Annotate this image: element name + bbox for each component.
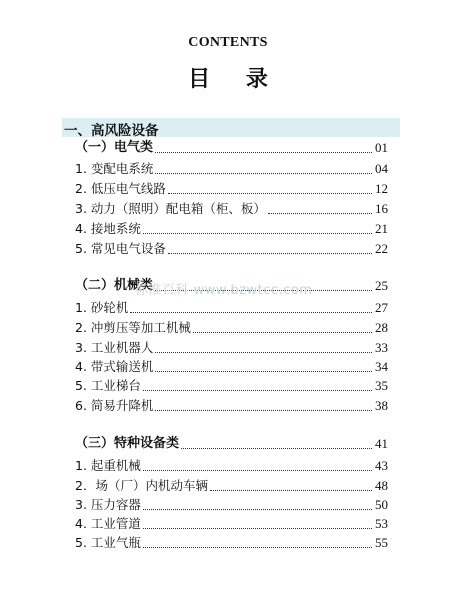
toc-page-number: 01: [375, 140, 388, 155]
dot-leader: [130, 311, 372, 313]
toc-entry-label: 3. 工业机器人: [75, 340, 154, 355]
toc-page-number: 35: [375, 378, 388, 393]
dot-leader: [143, 232, 372, 234]
dot-leader: [210, 489, 372, 491]
toc-page-number: 41: [375, 436, 388, 451]
dot-leader: [143, 508, 372, 510]
toc-entry-label: 3. 动力（照明）配电箱（柜、板）: [75, 201, 266, 216]
toc-entry-label: 1. 砂轮机: [75, 300, 129, 315]
toc-entry-label: 2．场（厂）内机动车辆: [75, 478, 208, 493]
toc-entry-label: 1. 变配电系统: [75, 161, 154, 176]
toc-entry[interactable]: [75, 376, 388, 394]
toc-entry-label: 5. 工业梯台: [75, 378, 141, 393]
toc-entry[interactable]: [75, 514, 388, 532]
toc-entry[interactable]: [75, 476, 388, 494]
toc-page-number: 33: [375, 340, 388, 355]
toc-page-number: 21: [375, 221, 388, 236]
toc-page-number: 22: [375, 241, 388, 256]
toc-entry-label: 4. 带式输送机: [75, 359, 154, 374]
toc-entry[interactable]: [75, 396, 388, 414]
toc-entry-label: 5. 常见电气设备: [75, 241, 166, 256]
dot-leader: [193, 331, 372, 333]
dot-leader: [168, 252, 372, 254]
dot-leader: [268, 212, 372, 214]
dot-leader: [143, 389, 372, 391]
toc-section-label: （二）机械类: [75, 278, 154, 293]
part-title: 一、高风险设备: [64, 123, 159, 139]
part-header: [62, 118, 400, 137]
toc-page-number: 38: [375, 398, 388, 413]
watermark: 标准百科 www.bzwtcc.com: [135, 283, 313, 298]
dot-leader: [155, 370, 372, 372]
toc-page-number: 48: [375, 478, 388, 493]
toc-section-label: （一）电气类: [75, 140, 154, 155]
toc-entry[interactable]: [75, 239, 388, 257]
dot-leader: [155, 151, 372, 153]
toc-entry[interactable]: [75, 179, 388, 197]
dot-leader: [155, 172, 372, 174]
toc-entry[interactable]: [75, 495, 388, 513]
toc-entry-label: 5. 工业气瓶: [75, 535, 141, 550]
toc-entry[interactable]: [75, 456, 388, 474]
toc-entry-label: 6. 简易升降机: [75, 398, 154, 413]
dot-leader: [181, 447, 372, 449]
toc-entry[interactable]: [75, 318, 388, 336]
toc-entry-label: 4. 工业管道: [75, 516, 141, 531]
contents-title-cn: 目 录: [188, 66, 282, 92]
toc-entry-label: 2. 冲剪压等加工机械: [75, 320, 191, 335]
toc-page-number: 53: [375, 516, 388, 531]
toc-page-number: 25: [375, 278, 388, 293]
toc-page-number: 34: [375, 359, 388, 374]
toc-page-number: 12: [375, 181, 388, 196]
toc-entry[interactable]: [75, 338, 388, 356]
toc-section-special-equipment[interactable]: [75, 434, 388, 452]
toc-page-number: 43: [375, 458, 388, 473]
toc-section-electrical[interactable]: [75, 138, 388, 156]
dot-leader: [155, 351, 372, 353]
toc-entry[interactable]: [75, 199, 388, 217]
dot-leader: [143, 527, 372, 529]
toc-section-label: （三）特种设备类: [75, 436, 180, 451]
toc-entry-label: 3. 压力容器: [75, 497, 141, 512]
toc-page-number: 55: [375, 535, 388, 550]
toc-page-number: 50: [375, 497, 388, 512]
toc-page-number: 16: [375, 201, 388, 216]
dot-leader: [168, 192, 372, 194]
toc-entry[interactable]: [75, 159, 388, 177]
dot-leader: [143, 546, 372, 548]
toc-entry[interactable]: [75, 219, 388, 237]
dot-leader: [155, 409, 372, 411]
toc-page-number: 04: [375, 161, 388, 176]
dot-leader: [143, 469, 372, 471]
toc-entry-label: 1. 起重机械: [75, 458, 141, 473]
contents-title-en: CONTENTS: [188, 35, 268, 50]
toc-entry[interactable]: [75, 357, 388, 375]
toc-entry-label: 2. 低压电气线路: [75, 181, 166, 196]
toc-page-number: 27: [375, 300, 388, 315]
toc-entry-label: 4. 接地系统: [75, 221, 141, 236]
toc-entry[interactable]: [75, 533, 388, 551]
toc-page-number: 28: [375, 320, 388, 335]
toc-entry[interactable]: [75, 298, 388, 316]
